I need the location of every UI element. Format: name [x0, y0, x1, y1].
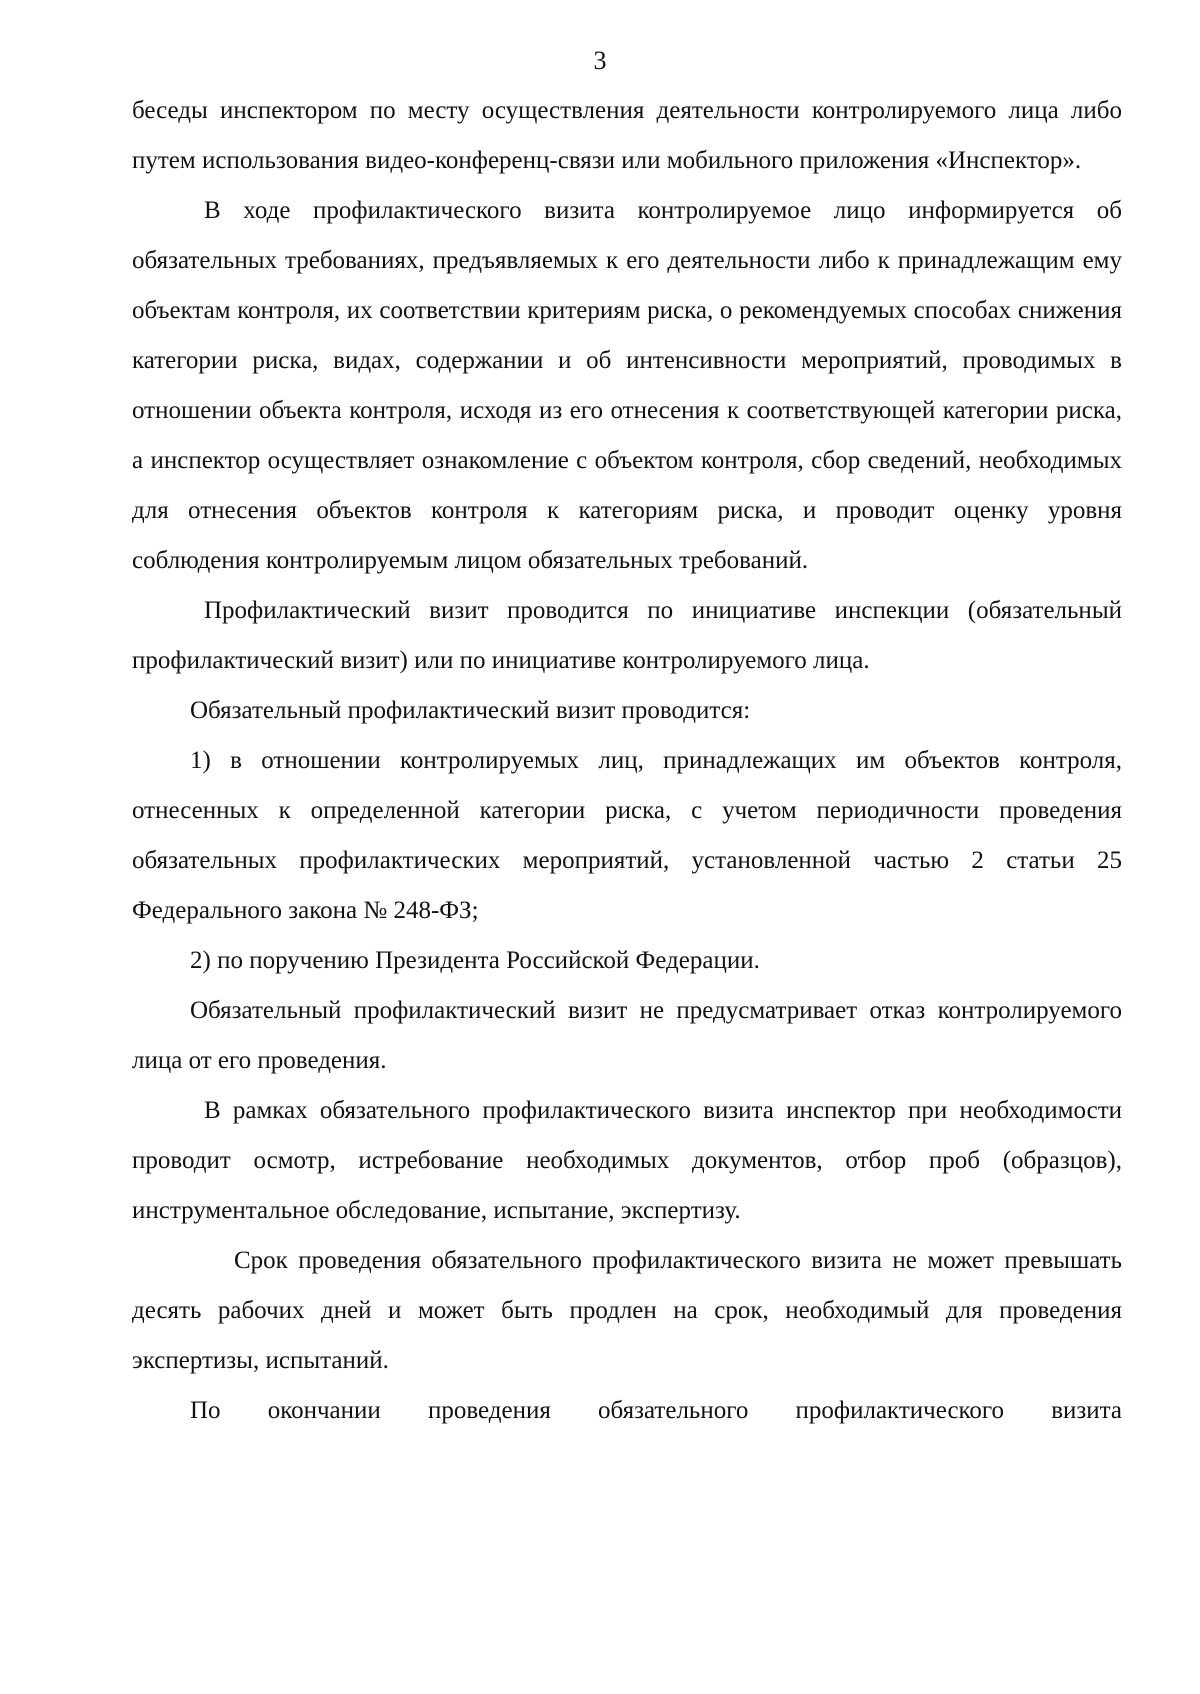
paragraph-visit-duration: Срок проведения обязательного профилактического визита не может превышать десять рабочих дней и может быть продлен на срок, необходимый для проведения экспертизы, испытаний.: [132, 1247, 1122, 1374]
paragraph-inspector-actions: В рамках обязательного профилактического визита инспектор при необходимости проводит осмотр, истребование необходимых документов, отбор проб (образцов), инструментальное обследование, испытание, экспертизу.: [132, 1097, 1122, 1224]
paragraph-mandatory-visit-intro: Обязательный профилактический визит проводится:: [190, 697, 751, 724]
paragraph-visit-informing: В ходе профилактического визита контролируемое лицо информируется об обязательных требованиях, предъявляемых к его деятельности либо к принадлежащим ему объектам контроля, их соответствии критериям риска, о рекомендуемых способах снижения категории риска, видах, содержании и об интенсивности мероприятий, проводимых в отношении объекта контроля, исходя из его отнесения к соответствующей категории риска, а инспектор осуществляет ознакомление с объектом контроля, сбор сведений, необходимых для отнесения объектов контроля к категориям риска, и проводит оценку уровня соблюдения контролируемым лицом обязательных требований.: [132, 197, 1122, 574]
list-item-2: 2) по поручению Президента Российской Федерации.: [190, 947, 760, 974]
page-number: 3: [593, 46, 607, 75]
paragraph-no-refusal: Обязательный профилактический визит не предусматривает отказ контролируемого лица от его проведения.: [132, 997, 1122, 1074]
paragraph-visit-initiative: Профилактический визит проводится по инициативе инспекции (обязательный профилактический визит) или по инициативе контролируемого лица.: [132, 597, 1122, 674]
paragraph-continuation: беседы инспектором по месту осуществления деятельности контролируемого лица либо путем использования видео-конференц-связи или мобильного приложения «Инспектор».: [132, 97, 1122, 174]
list-item-1: 1) в отношении контролируемых лиц, принадлежащих им объектов контроля, отнесенных к определенной категории риска, с учетом периодичности проведения обязательных профилактических мероприятий, установленной частью 2 статьи 25 Федерального закона № 248-ФЗ;: [132, 747, 1122, 924]
document-body: [132, 86, 1122, 1436]
paragraph-visit-completion: По окончании проведения обязательного профилактического визита: [190, 1397, 1122, 1424]
